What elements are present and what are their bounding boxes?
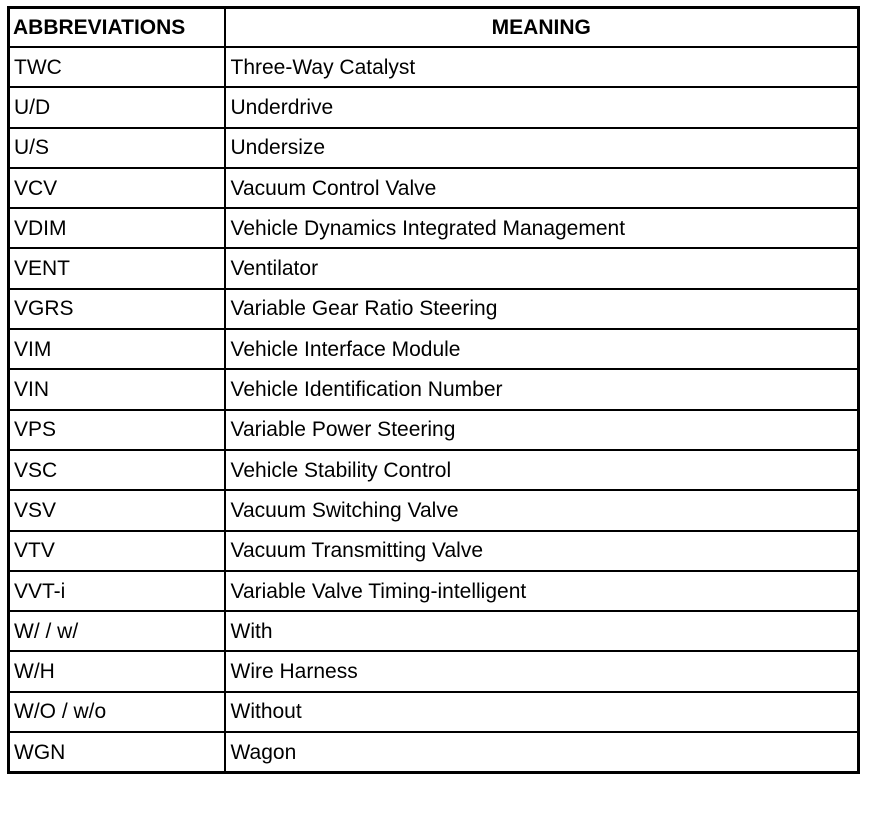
table-row: [9, 47, 859, 87]
abbreviation-cell: VGRS: [9, 289, 225, 329]
abbreviations-column-header: ABBREVIATIONS: [9, 8, 225, 48]
meaning-cell: Variable Gear Ratio Steering: [225, 289, 859, 329]
abbreviations-table: [7, 6, 860, 774]
abbreviation-cell: VENT: [9, 248, 225, 288]
table-row: [9, 168, 859, 208]
meaning-cell: Underdrive: [225, 87, 859, 127]
meaning-cell: Without: [225, 692, 859, 732]
abbreviation-cell: VVT-i: [9, 571, 225, 611]
abbreviation-cell: VPS: [9, 410, 225, 450]
header-row: [9, 8, 859, 48]
meaning-cell: Vehicle Stability Control: [225, 450, 859, 490]
meaning-cell: Undersize: [225, 128, 859, 168]
table-row: [9, 531, 859, 571]
meaning-cell: Vacuum Switching Valve: [225, 490, 859, 530]
meaning-cell: With: [225, 611, 859, 651]
abbreviations-table-container: [7, 6, 860, 774]
table-row: [9, 248, 859, 288]
table-row: [9, 651, 859, 691]
table-row: [9, 450, 859, 490]
table-row: [9, 208, 859, 248]
abbreviation-cell: VIM: [9, 329, 225, 369]
abbreviation-cell: U/D: [9, 87, 225, 127]
abbreviation-cell: TWC: [9, 47, 225, 87]
meaning-cell: Variable Valve Timing-intelligent: [225, 571, 859, 611]
meaning-cell: Variable Power Steering: [225, 410, 859, 450]
meaning-cell: Wagon: [225, 732, 859, 773]
abbreviation-cell: VCV: [9, 168, 225, 208]
meaning-cell: Vacuum Control Valve: [225, 168, 859, 208]
table-row: [9, 571, 859, 611]
table-body: [9, 47, 859, 773]
meaning-cell: Vehicle Dynamics Integrated Management: [225, 208, 859, 248]
table-header: [9, 8, 859, 48]
table-row: [9, 410, 859, 450]
meaning-cell: Vehicle Identification Number: [225, 369, 859, 409]
meaning-cell: Vehicle Interface Module: [225, 329, 859, 369]
abbreviation-cell: W/O / w/o: [9, 692, 225, 732]
abbreviation-cell: W/H: [9, 651, 225, 691]
table-row: [9, 732, 859, 773]
abbreviation-cell: VTV: [9, 531, 225, 571]
table-row: [9, 611, 859, 651]
table-row: [9, 369, 859, 409]
meaning-cell: Wire Harness: [225, 651, 859, 691]
table-row: [9, 692, 859, 732]
abbreviation-cell: VIN: [9, 369, 225, 409]
abbreviation-cell: VDIM: [9, 208, 225, 248]
table-row: [9, 329, 859, 369]
abbreviation-cell: VSC: [9, 450, 225, 490]
table-row: [9, 128, 859, 168]
meaning-column-header: MEANING: [225, 8, 859, 48]
abbreviation-cell: WGN: [9, 732, 225, 773]
meaning-cell: Ventilator: [225, 248, 859, 288]
table-row: [9, 87, 859, 127]
abbreviation-cell: U/S: [9, 128, 225, 168]
meaning-cell: Three-Way Catalyst: [225, 47, 859, 87]
abbreviation-cell: VSV: [9, 490, 225, 530]
table-row: [9, 289, 859, 329]
abbreviation-cell: W/ / w/: [9, 611, 225, 651]
meaning-cell: Vacuum Transmitting Valve: [225, 531, 859, 571]
table-row: [9, 490, 859, 530]
